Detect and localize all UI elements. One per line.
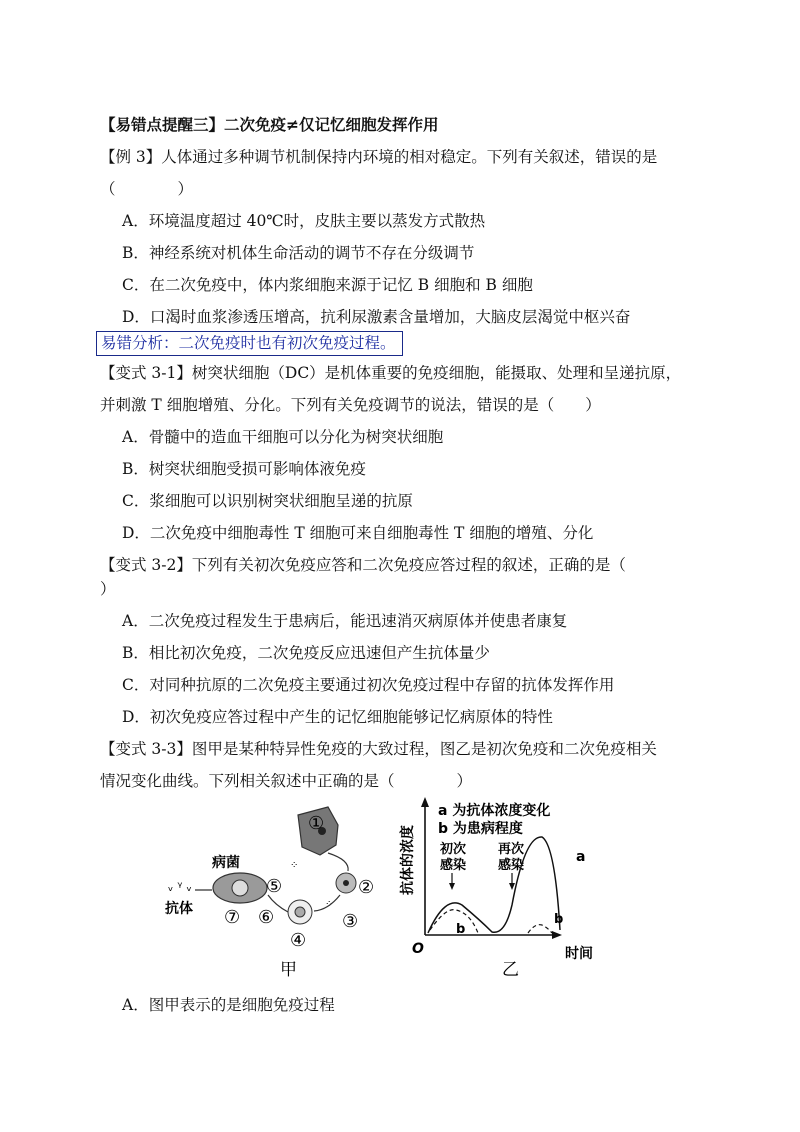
step-6-marker: ⑥ <box>258 907 275 928</box>
arrow-1-2 <box>328 853 348 871</box>
variant31-option-b: B．树突状细胞受损可影响体液免疫 <box>122 460 366 478</box>
variant32-option-d: D．初次免疫应答过程中产生的记忆细胞能够记忆病原体的特性 <box>122 708 553 726</box>
antibody-symbols: ᵥ ᵞ ᵥ <box>168 880 192 895</box>
legend-a: a 为抗体浓度变化 <box>438 803 551 819</box>
pathogen-label: 病菌 <box>212 855 240 871</box>
variant32-stem-line1: 【变式 3-2】下列有关初次免疫应答和二次免疫应答过程的叙述，正确的是（ <box>100 556 626 574</box>
section-heading: 【易错点提醒三】二次免疫≠仅记忆细胞发挥作用 <box>100 115 439 134</box>
variant31-option-c: C．浆细胞可以识别树突状细胞呈递的抗原 <box>122 492 413 510</box>
variant31-option-d: D．二次免疫中细胞毒性 T 细胞可来自细胞毒性 T 细胞的增殖、分化 <box>122 524 594 542</box>
antigen-dots-icon: ⁘ <box>290 860 299 871</box>
figure-jia-diagram <box>165 807 374 980</box>
example3-stem-line1: 【例 3】人体通过多种调节机制保持内环境的相对稳定。下列有关叙述，错误的是 <box>100 148 658 166</box>
example3-option-a: A．环境温度超过 40℃时，皮肤主要以蒸发方式散热 <box>122 212 486 230</box>
x-axis-label: 时间 <box>565 946 593 962</box>
legend-b: b 为患病程度 <box>438 821 523 837</box>
step-1-marker: ① <box>308 813 325 834</box>
step-2-marker: ② <box>358 877 375 898</box>
t-cell-nucleus-icon <box>343 880 349 886</box>
variant32-option-a: A．二次免疫过程发生于患病后，能迅速消灭病原体并使患者康复 <box>122 612 568 630</box>
origin-label: O <box>412 941 424 957</box>
figure-yi-chart <box>399 797 593 980</box>
pathogen-nucleus-icon <box>232 880 248 896</box>
variant32-stem-line2: ） <box>100 580 116 598</box>
variant33-option-a: A．图甲表示的是细胞免疫过程 <box>122 996 335 1014</box>
example3-option-c: C．在二次免疫中，体内浆细胞来源于记忆 B 细胞和 B 细胞 <box>122 276 533 294</box>
immune-figures <box>150 795 620 990</box>
step-5-marker: ⑤ <box>266 876 283 897</box>
curve-b-label-first: b <box>456 922 466 937</box>
x-axis-arrow <box>552 931 562 939</box>
first-infection-line1: 初次 <box>440 842 467 857</box>
variant32-option-c: C．对同种抗原的二次免疫主要通过初次免疫过程中存留的抗体发挥作用 <box>122 676 615 694</box>
step-7-marker: ⑦ <box>224 907 241 928</box>
figure-jia-caption: 甲 <box>280 960 297 980</box>
curve-b-label-second: b <box>554 912 564 927</box>
step-4-marker: ④ <box>290 930 307 951</box>
variant31-option-a: A．骨髓中的造血干细胞可以分化为树突状细胞 <box>122 428 444 446</box>
antibody-label: 抗体 <box>165 901 193 917</box>
example3-stem-line2: （ ） <box>100 180 194 198</box>
variant32-option-b: B．相比初次免疫，二次免疫反应迅速但产生抗体量少 <box>122 644 490 662</box>
example3-option-b: B．神经系统对机体生命活动的调节不存在分级调节 <box>122 244 475 262</box>
error-analysis-box: 易错分析：二次免疫时也有初次免疫过程。 <box>96 331 403 356</box>
figure-yi-caption: 乙 <box>502 960 519 980</box>
variant31-stem-line1: 【变式 3-1】树突状细胞（DC）是机体重要的免疫细胞，能摄取、处理和呈递抗原， <box>100 364 682 382</box>
curve-a-label: a <box>576 849 586 865</box>
second-infection-line2: 感染 <box>498 858 525 873</box>
example3-option-d: D．口渴时血浆渗透压增高，抗利尿激素含量增加，大脑皮层渴觉中枢兴奋 <box>122 308 631 326</box>
second-infection-arrowhead <box>509 883 515 890</box>
second-infection-line1: 再次 <box>498 842 525 857</box>
variant33-stem-line1: 【变式 3-3】图甲是某种特异性免疫的大致过程，图乙是初次免疫和二次免疫相关 <box>100 740 657 758</box>
b-cell-nucleus-icon <box>295 907 305 917</box>
lymphokine-dots-icon: ⁘ <box>325 899 334 910</box>
first-infection-arrowhead <box>449 883 455 890</box>
variant31-stem-line2: 并刺激 T 细胞增殖、分化。下列有关免疫调节的说法，错误的是（ ） <box>100 396 601 414</box>
y-axis-arrow <box>421 797 429 807</box>
step-3-marker: ③ <box>342 911 359 932</box>
variant33-stem-line2: 情况变化曲线。下列相关叙述中正确的是（ ） <box>100 772 473 790</box>
curve-b-line <box>430 910 552 933</box>
y-axis-label: 抗体的浓度 <box>400 825 416 895</box>
first-infection-line2: 感染 <box>440 858 467 873</box>
